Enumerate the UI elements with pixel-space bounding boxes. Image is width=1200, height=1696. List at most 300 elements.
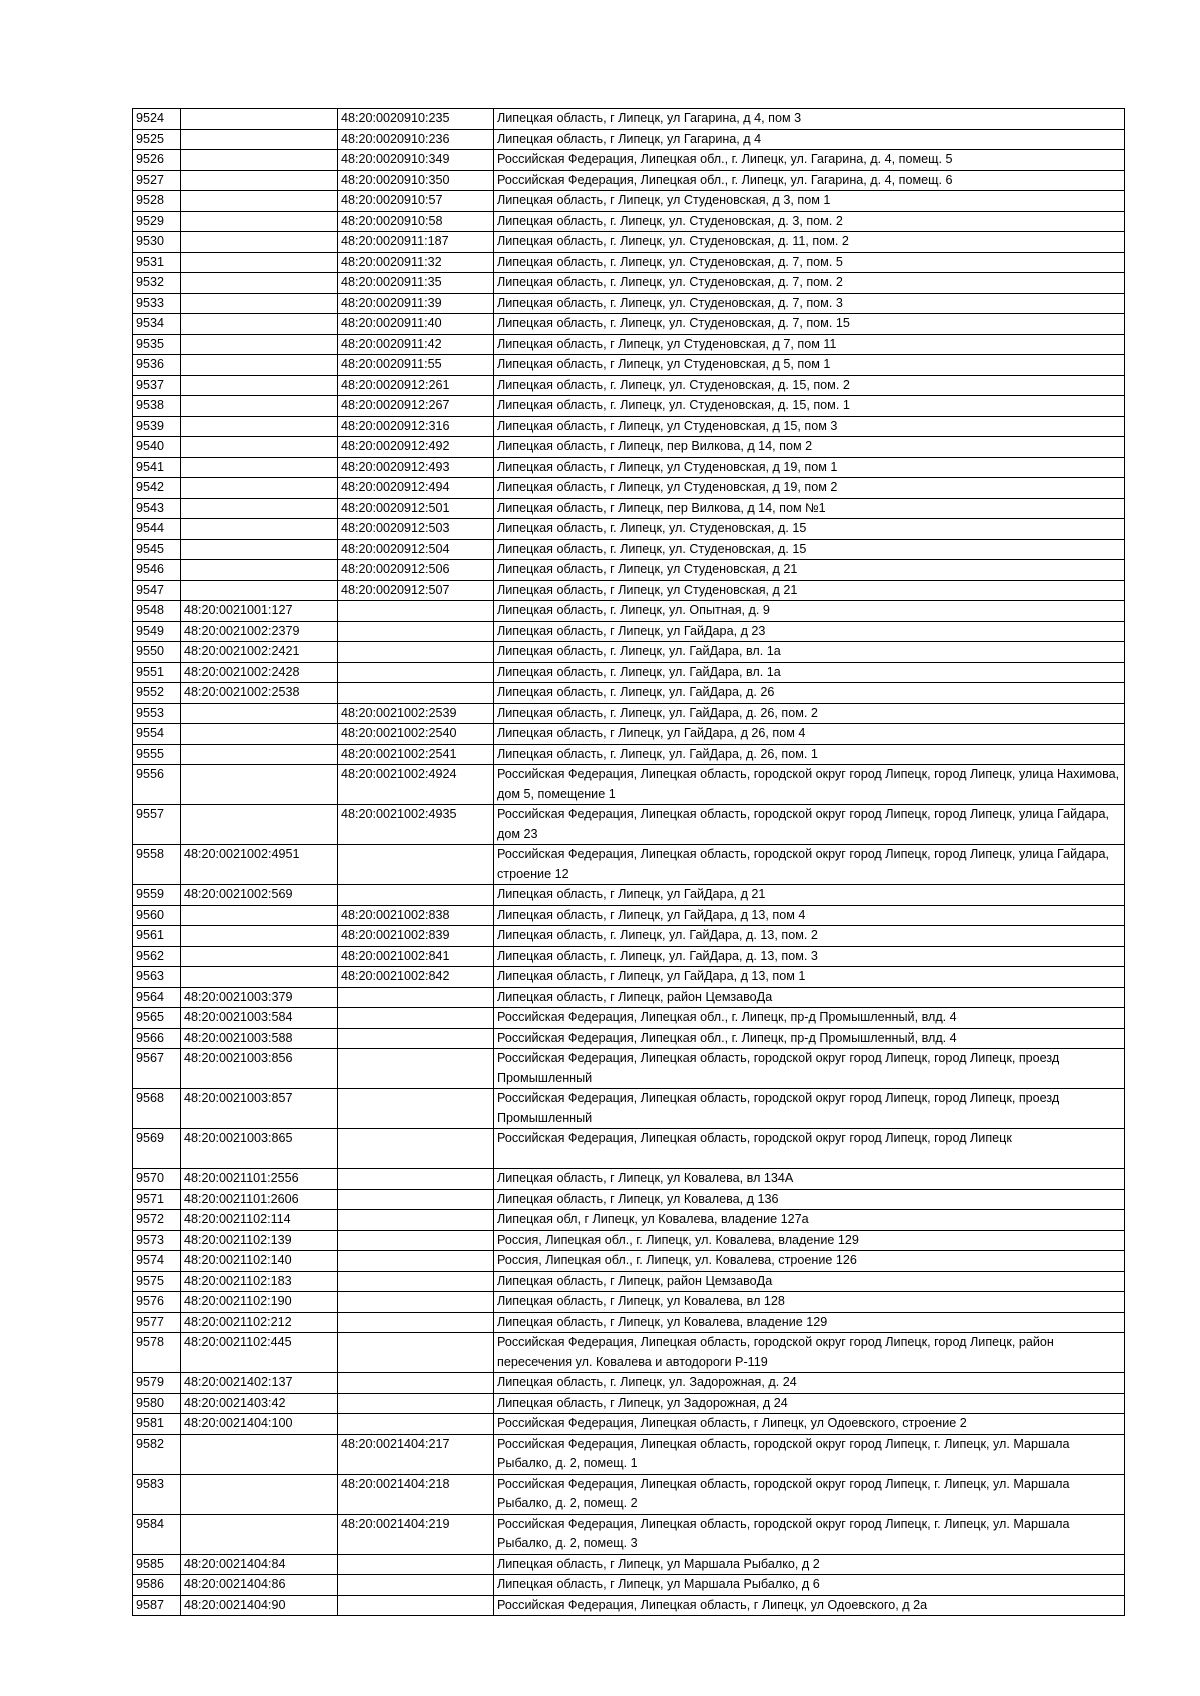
object-cadastral-number-cell bbox=[338, 683, 494, 704]
object-cadastral-number-cell: 48:20:0020912:504 bbox=[338, 539, 494, 560]
row-number-cell: 9528 bbox=[133, 191, 181, 212]
table-row bbox=[133, 1210, 1125, 1231]
address-cell: Липецкая область, г. Липецк, ул. ГайДара, д. 26, пом. 1 bbox=[494, 744, 1125, 765]
row-number-cell: 9549 bbox=[133, 621, 181, 642]
land-cadastral-number-cell bbox=[181, 905, 338, 926]
land-cadastral-number-cell bbox=[181, 334, 338, 355]
table-row bbox=[133, 539, 1125, 560]
object-cadastral-number-cell: 48:20:0021002:841 bbox=[338, 946, 494, 967]
object-cadastral-number-cell: 48:20:0021002:839 bbox=[338, 926, 494, 947]
object-cadastral-number-cell: 48:20:0020910:57 bbox=[338, 191, 494, 212]
land-cadastral-number-cell bbox=[181, 273, 338, 294]
row-number-cell: 9532 bbox=[133, 273, 181, 294]
address-cell: Липецкая область, г Липецк, ул Студеновская, д 3, пом 1 bbox=[494, 191, 1125, 212]
table-row bbox=[133, 498, 1125, 519]
address-cell: Липецкая область, г. Липецк, ул. ГайДара, д. 13, пом. 3 bbox=[494, 946, 1125, 967]
land-cadastral-number-cell: 48:20:0021102:140 bbox=[181, 1251, 338, 1272]
table-row bbox=[133, 845, 1125, 885]
table-row bbox=[133, 765, 1125, 805]
row-number-cell: 9531 bbox=[133, 252, 181, 273]
address-cell: Липецкая область, г Липецк, пер Вилкова, д 14, пом 2 bbox=[494, 437, 1125, 458]
object-cadastral-number-cell: 48:20:0020912:261 bbox=[338, 375, 494, 396]
address-cell: Российская Федерация, Липецкая область, городской округ город Липецк, г. Липецк, ул. Маршала Рыбалко, д. 2, помещ. 3 bbox=[494, 1514, 1125, 1554]
row-number-cell: 9525 bbox=[133, 129, 181, 150]
row-number-cell: 9547 bbox=[133, 580, 181, 601]
row-number-cell: 9582 bbox=[133, 1434, 181, 1474]
land-cadastral-number-cell bbox=[181, 744, 338, 765]
address-cell: Липецкая область, г. Липецк, ул. Студеновская, д. 7, пом. 5 bbox=[494, 252, 1125, 273]
address-cell: Липецкая область, г Липецк, ул Ковалева, д 136 bbox=[494, 1189, 1125, 1210]
table-row bbox=[133, 1169, 1125, 1190]
table-row bbox=[133, 1089, 1125, 1129]
land-cadastral-number-cell bbox=[181, 498, 338, 519]
address-cell: Липецкая область, г. Липецк, ул. Студеновская, д. 15 bbox=[494, 519, 1125, 540]
object-cadastral-number-cell: 48:20:0021002:2539 bbox=[338, 703, 494, 724]
land-cadastral-number-cell bbox=[181, 293, 338, 314]
object-cadastral-number-cell: 48:20:0020911:35 bbox=[338, 273, 494, 294]
table-row bbox=[133, 457, 1125, 478]
table-row bbox=[133, 967, 1125, 988]
table-row bbox=[133, 683, 1125, 704]
object-cadastral-number-cell: 48:20:0020910:349 bbox=[338, 150, 494, 171]
object-cadastral-number-cell: 48:20:0020910:350 bbox=[338, 170, 494, 191]
row-number-cell: 9587 bbox=[133, 1595, 181, 1616]
address-cell: Российская Федерация, Липецкая область, городской округ город Липецк, город Липецк, проезд Промышленный bbox=[494, 1089, 1125, 1129]
table-row bbox=[133, 129, 1125, 150]
object-cadastral-number-cell bbox=[338, 1169, 494, 1190]
address-cell: Липецкая область, г. Липецк, ул. ГайДара, вл. 1а bbox=[494, 662, 1125, 683]
row-number-cell: 9548 bbox=[133, 601, 181, 622]
land-cadastral-number-cell bbox=[181, 765, 338, 805]
address-cell: Липецкая область, г Липецк, ул ГайДара, д 13, пом 4 bbox=[494, 905, 1125, 926]
land-cadastral-number-cell bbox=[181, 129, 338, 150]
row-number-cell: 9529 bbox=[133, 211, 181, 232]
land-cadastral-number-cell: 48:20:0021101:2556 bbox=[181, 1169, 338, 1190]
row-number-cell: 9545 bbox=[133, 539, 181, 560]
table-row bbox=[133, 987, 1125, 1008]
land-cadastral-number-cell bbox=[181, 232, 338, 253]
row-number-cell: 9556 bbox=[133, 765, 181, 805]
object-cadastral-number-cell bbox=[338, 1393, 494, 1414]
land-cadastral-number-cell bbox=[181, 396, 338, 417]
object-cadastral-number-cell bbox=[338, 1333, 494, 1373]
row-number-cell: 9538 bbox=[133, 396, 181, 417]
row-number-cell: 9560 bbox=[133, 905, 181, 926]
table-row bbox=[133, 252, 1125, 273]
land-cadastral-number-cell bbox=[181, 519, 338, 540]
land-cadastral-number-cell bbox=[181, 478, 338, 499]
land-cadastral-number-cell: 48:20:0021003:379 bbox=[181, 987, 338, 1008]
table-row bbox=[133, 334, 1125, 355]
row-number-cell: 9577 bbox=[133, 1312, 181, 1333]
object-cadastral-number-cell: 48:20:0020912:506 bbox=[338, 560, 494, 581]
address-cell: Россия, Липецкая обл., г. Липецк, ул. Ковалева, владение 129 bbox=[494, 1230, 1125, 1251]
address-cell: Липецкая область, г Липецк, ул Студеновская, д 19, пом 1 bbox=[494, 457, 1125, 478]
object-cadastral-number-cell: 48:20:0020910:236 bbox=[338, 129, 494, 150]
row-number-cell: 9586 bbox=[133, 1575, 181, 1596]
row-number-cell: 9550 bbox=[133, 642, 181, 663]
address-cell: Липецкая область, г. Липецк, ул. Студеновская, д. 15 bbox=[494, 539, 1125, 560]
address-cell: Российская Федерация, Липецкая область, г Липецк, ул Одоевского, строение 2 bbox=[494, 1414, 1125, 1435]
table-row bbox=[133, 724, 1125, 745]
address-cell: Российская Федерация, Липецкая область, городской округ город Липецк, город Липецк, проезд Промышленный bbox=[494, 1049, 1125, 1089]
table-row bbox=[133, 703, 1125, 724]
object-cadastral-number-cell bbox=[338, 1210, 494, 1231]
address-cell: Липецкая область, г Липецк, ул Студеновская, д 15, пом 3 bbox=[494, 416, 1125, 437]
address-cell: Российская Федерация, Липецкая область, городской округ город Липецк, город Липецк, улица Гайдара, строение 12 bbox=[494, 845, 1125, 885]
row-number-cell: 9561 bbox=[133, 926, 181, 947]
row-number-cell: 9583 bbox=[133, 1474, 181, 1514]
table-row bbox=[133, 1373, 1125, 1394]
table-row bbox=[133, 1514, 1125, 1554]
object-cadastral-number-cell bbox=[338, 885, 494, 906]
address-cell: Липецкая область, г Липецк, ул ГайДара, д 23 bbox=[494, 621, 1125, 642]
land-cadastral-number-cell bbox=[181, 703, 338, 724]
land-cadastral-number-cell: 48:20:0021003:588 bbox=[181, 1028, 338, 1049]
address-cell: Липецкая область, г. Липецк, ул. Студеновская, д. 15, пом. 1 bbox=[494, 396, 1125, 417]
object-cadastral-number-cell bbox=[338, 1028, 494, 1049]
table-row bbox=[133, 1474, 1125, 1514]
object-cadastral-number-cell: 48:20:0020911:187 bbox=[338, 232, 494, 253]
object-cadastral-number-cell: 48:20:0021404:219 bbox=[338, 1514, 494, 1554]
land-cadastral-number-cell bbox=[181, 1514, 338, 1554]
land-cadastral-number-cell: 48:20:0021002:2538 bbox=[181, 683, 338, 704]
address-cell: Липецкая область, г Липецк, ул Студеновская, д 21 bbox=[494, 580, 1125, 601]
land-cadastral-number-cell: 48:20:0021402:137 bbox=[181, 1373, 338, 1394]
row-number-cell: 9570 bbox=[133, 1169, 181, 1190]
address-cell: Липецкая область, г Липецк, район ЦемзавоДа bbox=[494, 987, 1125, 1008]
address-cell: Липецкая область, г Липецк, пер Вилкова, д 14, пом №1 bbox=[494, 498, 1125, 519]
land-cadastral-number-cell bbox=[181, 539, 338, 560]
row-number-cell: 9544 bbox=[133, 519, 181, 540]
row-number-cell: 9527 bbox=[133, 170, 181, 191]
row-number-cell: 9563 bbox=[133, 967, 181, 988]
table-row bbox=[133, 580, 1125, 601]
object-cadastral-number-cell: 48:20:0021404:217 bbox=[338, 1434, 494, 1474]
row-number-cell: 9557 bbox=[133, 805, 181, 845]
row-number-cell: 9533 bbox=[133, 293, 181, 314]
table-row bbox=[133, 662, 1125, 683]
table-row bbox=[133, 905, 1125, 926]
table-row bbox=[133, 1189, 1125, 1210]
land-cadastral-number-cell: 48:20:0021003:856 bbox=[181, 1049, 338, 1089]
address-cell: Липецкая область, г Липецк, ул ГайДара, д 21 bbox=[494, 885, 1125, 906]
table-row bbox=[133, 1251, 1125, 1272]
address-cell: Липецкая обл, г Липецк, ул Ковалева, владение 127а bbox=[494, 1210, 1125, 1231]
object-cadastral-number-cell bbox=[338, 1251, 494, 1272]
land-cadastral-number-cell: 48:20:0021002:569 bbox=[181, 885, 338, 906]
row-number-cell: 9566 bbox=[133, 1028, 181, 1049]
object-cadastral-number-cell: 48:20:0021404:218 bbox=[338, 1474, 494, 1514]
row-number-cell: 9573 bbox=[133, 1230, 181, 1251]
row-number-cell: 9579 bbox=[133, 1373, 181, 1394]
land-cadastral-number-cell bbox=[181, 314, 338, 335]
address-cell: Российская Федерация, Липецкая область, городской округ город Липецк, г. Липецк, ул. Маршала Рыбалко, д. 2, помещ. 2 bbox=[494, 1474, 1125, 1514]
object-cadastral-number-cell bbox=[338, 1271, 494, 1292]
table-row bbox=[133, 744, 1125, 765]
object-cadastral-number-cell: 48:20:0020912:492 bbox=[338, 437, 494, 458]
address-cell: Российская Федерация, Липецкая обл., г. Липецк, пр-д Промышленный, влд. 4 bbox=[494, 1008, 1125, 1029]
address-cell: Липецкая область, г. Липецк, ул. ГайДара, д. 13, пом. 2 bbox=[494, 926, 1125, 947]
land-cadastral-number-cell: 48:20:0021003:584 bbox=[181, 1008, 338, 1029]
object-cadastral-number-cell: 48:20:0020910:235 bbox=[338, 109, 494, 130]
object-cadastral-number-cell: 48:20:0020911:42 bbox=[338, 334, 494, 355]
land-cadastral-number-cell: 48:20:0021003:865 bbox=[181, 1129, 338, 1169]
row-number-cell: 9526 bbox=[133, 150, 181, 171]
address-cell: Липецкая область, г Липецк, район ЦемзавоДа bbox=[494, 1271, 1125, 1292]
land-cadastral-number-cell bbox=[181, 355, 338, 376]
table-row bbox=[133, 170, 1125, 191]
land-cadastral-number-cell: 48:20:0021003:857 bbox=[181, 1089, 338, 1129]
address-cell: Липецкая область, г Липецк, ул Маршала Рыбалко, д 2 bbox=[494, 1554, 1125, 1575]
row-number-cell: 9524 bbox=[133, 109, 181, 130]
object-cadastral-number-cell: 48:20:0020912:503 bbox=[338, 519, 494, 540]
land-cadastral-number-cell bbox=[181, 946, 338, 967]
land-cadastral-number-cell bbox=[181, 724, 338, 745]
table-row bbox=[133, 926, 1125, 947]
object-cadastral-number-cell bbox=[338, 662, 494, 683]
land-cadastral-number-cell bbox=[181, 252, 338, 273]
land-cadastral-number-cell: 48:20:0021102:114 bbox=[181, 1210, 338, 1231]
object-cadastral-number-cell: 48:20:0020911:55 bbox=[338, 355, 494, 376]
table-row bbox=[133, 109, 1125, 130]
address-cell: Липецкая область, г. Липецк, ул. Студеновская, д. 11, пом. 2 bbox=[494, 232, 1125, 253]
row-number-cell: 9540 bbox=[133, 437, 181, 458]
object-cadastral-number-cell: 48:20:0020911:32 bbox=[338, 252, 494, 273]
object-cadastral-number-cell: 48:20:0020911:39 bbox=[338, 293, 494, 314]
table-row bbox=[133, 1292, 1125, 1313]
table-row bbox=[133, 1049, 1125, 1089]
address-cell: Российская Федерация, Липецкая область, городской округ город Липецк, город Липецк, улица Нахимова, дом 5, помещение 1 bbox=[494, 765, 1125, 805]
object-cadastral-number-cell bbox=[338, 642, 494, 663]
land-cadastral-number-cell: 48:20:0021404:86 bbox=[181, 1575, 338, 1596]
land-cadastral-number-cell bbox=[181, 457, 338, 478]
table-row bbox=[133, 232, 1125, 253]
object-cadastral-number-cell bbox=[338, 1129, 494, 1169]
object-cadastral-number-cell bbox=[338, 1312, 494, 1333]
object-cadastral-number-cell: 48:20:0020912:507 bbox=[338, 580, 494, 601]
table-row bbox=[133, 1271, 1125, 1292]
object-cadastral-number-cell bbox=[338, 1089, 494, 1129]
address-cell: Липецкая область, г. Липецк, ул. Опытная, д. 9 bbox=[494, 601, 1125, 622]
object-cadastral-number-cell bbox=[338, 845, 494, 885]
address-cell: Липецкая область, г. Липецк, ул. Студеновская, д. 15, пом. 2 bbox=[494, 375, 1125, 396]
table-row bbox=[133, 1028, 1125, 1049]
row-number-cell: 9551 bbox=[133, 662, 181, 683]
address-cell: Российская Федерация, Липецкая обл., г. Липецк, ул. Гагарина, д. 4, помещ. 6 bbox=[494, 170, 1125, 191]
row-number-cell: 9542 bbox=[133, 478, 181, 499]
table-row bbox=[133, 642, 1125, 663]
address-cell: Липецкая область, г Липецк, ул Студеновская, д 5, пом 1 bbox=[494, 355, 1125, 376]
row-number-cell: 9578 bbox=[133, 1333, 181, 1373]
address-cell: Липецкая область, г Липецк, ул ГайДара, д 13, пом 1 bbox=[494, 967, 1125, 988]
table-row bbox=[133, 519, 1125, 540]
address-cell: Липецкая область, г Липецк, ул Гагарина, д 4 bbox=[494, 129, 1125, 150]
row-number-cell: 9571 bbox=[133, 1189, 181, 1210]
land-cadastral-number-cell bbox=[181, 580, 338, 601]
table-row bbox=[133, 211, 1125, 232]
object-cadastral-number-cell: 48:20:0021002:842 bbox=[338, 967, 494, 988]
row-number-cell: 9539 bbox=[133, 416, 181, 437]
row-number-cell: 9552 bbox=[133, 683, 181, 704]
row-number-cell: 9546 bbox=[133, 560, 181, 581]
land-cadastral-number-cell bbox=[181, 805, 338, 845]
land-cadastral-number-cell: 48:20:0021002:4951 bbox=[181, 845, 338, 885]
row-number-cell: 9562 bbox=[133, 946, 181, 967]
address-cell: Российская Федерация, Липецкая обл., г. Липецк, ул. Гагарина, д. 4, помещ. 5 bbox=[494, 150, 1125, 171]
address-cell: Российская Федерация, Липецкая область, городской округ город Липецк, город Липецк, район пересечения ул. Ковалева и автодороги Р-119 bbox=[494, 1333, 1125, 1373]
land-cadastral-number-cell: 48:20:0021404:100 bbox=[181, 1414, 338, 1435]
land-cadastral-number-cell: 48:20:0021102:139 bbox=[181, 1230, 338, 1251]
address-cell: Российская Федерация, Липецкая обл., г. Липецк, пр-д Промышленный, влд. 4 bbox=[494, 1028, 1125, 1049]
table-row bbox=[133, 396, 1125, 417]
row-number-cell: 9553 bbox=[133, 703, 181, 724]
land-cadastral-number-cell bbox=[181, 211, 338, 232]
row-number-cell: 9585 bbox=[133, 1554, 181, 1575]
address-cell: Липецкая область, г Липецк, ул Ковалева, вл 134А bbox=[494, 1169, 1125, 1190]
address-cell: Липецкая область, г Липецк, ул Студеновская, д 7, пом 11 bbox=[494, 334, 1125, 355]
object-cadastral-number-cell: 48:20:0020912:493 bbox=[338, 457, 494, 478]
land-cadastral-number-cell: 48:20:0021404:84 bbox=[181, 1554, 338, 1575]
table-row bbox=[133, 437, 1125, 458]
object-cadastral-number-cell bbox=[338, 601, 494, 622]
land-cadastral-number-cell: 48:20:0021404:90 bbox=[181, 1595, 338, 1616]
land-cadastral-number-cell bbox=[181, 170, 338, 191]
row-number-cell: 9576 bbox=[133, 1292, 181, 1313]
object-cadastral-number-cell bbox=[338, 1595, 494, 1616]
row-number-cell: 9569 bbox=[133, 1129, 181, 1169]
land-cadastral-number-cell bbox=[181, 1474, 338, 1514]
table-row bbox=[133, 560, 1125, 581]
land-cadastral-number-cell bbox=[181, 560, 338, 581]
land-cadastral-number-cell bbox=[181, 1434, 338, 1474]
row-number-cell: 9536 bbox=[133, 355, 181, 376]
address-cell: Липецкая область, г. Липецк, ул. Задорожная, д. 24 bbox=[494, 1373, 1125, 1394]
object-cadastral-number-cell bbox=[338, 1189, 494, 1210]
table-row bbox=[133, 621, 1125, 642]
address-cell: Липецкая область, г Липецк, ул Ковалева, владение 129 bbox=[494, 1312, 1125, 1333]
land-cadastral-number-cell: 48:20:0021002:2421 bbox=[181, 642, 338, 663]
table-row bbox=[133, 314, 1125, 335]
object-cadastral-number-cell bbox=[338, 987, 494, 1008]
address-cell: Липецкая область, г Липецк, ул ГайДара, д 26, пом 4 bbox=[494, 724, 1125, 745]
object-cadastral-number-cell bbox=[338, 621, 494, 642]
address-cell: Липецкая область, г. Липецк, ул. Студеновская, д. 3, пом. 2 bbox=[494, 211, 1125, 232]
object-cadastral-number-cell bbox=[338, 1230, 494, 1251]
object-cadastral-number-cell: 48:20:0021002:2541 bbox=[338, 744, 494, 765]
row-number-cell: 9572 bbox=[133, 1210, 181, 1231]
table-row bbox=[133, 293, 1125, 314]
land-cadastral-number-cell: 48:20:0021102:212 bbox=[181, 1312, 338, 1333]
table-row bbox=[133, 416, 1125, 437]
object-cadastral-number-cell bbox=[338, 1373, 494, 1394]
object-cadastral-number-cell bbox=[338, 1575, 494, 1596]
row-number-cell: 9567 bbox=[133, 1049, 181, 1089]
land-cadastral-number-cell: 48:20:0021101:2606 bbox=[181, 1189, 338, 1210]
row-number-cell: 9530 bbox=[133, 232, 181, 253]
table-row bbox=[133, 1393, 1125, 1414]
address-cell: Липецкая область, г. Липецк, ул. ГайДара, д. 26, пом. 2 bbox=[494, 703, 1125, 724]
table-row bbox=[133, 355, 1125, 376]
object-cadastral-number-cell: 48:20:0020912:316 bbox=[338, 416, 494, 437]
cadastral-table bbox=[132, 108, 1125, 1616]
address-cell: Липецкая область, г Липецк, ул Задорожная, д 24 bbox=[494, 1393, 1125, 1414]
table-row bbox=[133, 273, 1125, 294]
object-cadastral-number-cell: 48:20:0020912:267 bbox=[338, 396, 494, 417]
address-cell: Липецкая область, г Липецк, ул Ковалева, вл 128 bbox=[494, 1292, 1125, 1313]
row-number-cell: 9555 bbox=[133, 744, 181, 765]
cadastral-table-body bbox=[133, 109, 1125, 1616]
address-cell: Липецкая область, г. Липецк, ул. ГайДара, вл. 1а bbox=[494, 642, 1125, 663]
row-number-cell: 9581 bbox=[133, 1414, 181, 1435]
address-cell: Российская Федерация, Липецкая область, городской округ город Липецк, г. Липецк, ул. Маршала Рыбалко, д. 2, помещ. 1 bbox=[494, 1434, 1125, 1474]
address-cell: Россия, Липецкая обл., г. Липецк, ул. Ковалева, строение 126 bbox=[494, 1251, 1125, 1272]
address-cell: Липецкая область, г. Липецк, ул. Студеновская, д. 7, пом. 15 bbox=[494, 314, 1125, 335]
address-cell: Российская Федерация, Липецкая область, городской округ город Липецк, город Липецк, улица Гайдара, дом 23 bbox=[494, 805, 1125, 845]
object-cadastral-number-cell: 48:20:0021002:4935 bbox=[338, 805, 494, 845]
object-cadastral-number-cell: 48:20:0020911:40 bbox=[338, 314, 494, 335]
row-number-cell: 9554 bbox=[133, 724, 181, 745]
land-cadastral-number-cell bbox=[181, 416, 338, 437]
land-cadastral-number-cell: 48:20:0021002:2428 bbox=[181, 662, 338, 683]
row-number-cell: 9574 bbox=[133, 1251, 181, 1272]
table-row bbox=[133, 1008, 1125, 1029]
row-number-cell: 9575 bbox=[133, 1271, 181, 1292]
object-cadastral-number-cell: 48:20:0020912:494 bbox=[338, 478, 494, 499]
object-cadastral-number-cell bbox=[338, 1554, 494, 1575]
table-row bbox=[133, 1129, 1125, 1169]
address-cell: Липецкая область, г Липецк, ул Студеновская, д 19, пом 2 bbox=[494, 478, 1125, 499]
object-cadastral-number-cell: 48:20:0021002:4924 bbox=[338, 765, 494, 805]
address-cell: Липецкая область, г. Липецк, ул. ГайДара, д. 26 bbox=[494, 683, 1125, 704]
row-number-cell: 9568 bbox=[133, 1089, 181, 1129]
table-row bbox=[133, 805, 1125, 845]
row-number-cell: 9543 bbox=[133, 498, 181, 519]
address-cell: Липецкая область, г Липецк, ул Маршала Рыбалко, д 6 bbox=[494, 1575, 1125, 1596]
row-number-cell: 9580 bbox=[133, 1393, 181, 1414]
row-number-cell: 9541 bbox=[133, 457, 181, 478]
object-cadastral-number-cell bbox=[338, 1049, 494, 1089]
address-cell: Липецкая область, г. Липецк, ул. Студеновская, д. 7, пом. 3 bbox=[494, 293, 1125, 314]
land-cadastral-number-cell: 48:20:0021102:183 bbox=[181, 1271, 338, 1292]
land-cadastral-number-cell bbox=[181, 109, 338, 130]
address-cell: Липецкая область, г Липецк, ул Студеновская, д 21 bbox=[494, 560, 1125, 581]
row-number-cell: 9584 bbox=[133, 1514, 181, 1554]
table-row bbox=[133, 150, 1125, 171]
document-page bbox=[132, 108, 1124, 1616]
land-cadastral-number-cell bbox=[181, 967, 338, 988]
table-row bbox=[133, 946, 1125, 967]
row-number-cell: 9534 bbox=[133, 314, 181, 335]
table-row bbox=[133, 1434, 1125, 1474]
object-cadastral-number-cell: 48:20:0021002:2540 bbox=[338, 724, 494, 745]
table-row bbox=[133, 1414, 1125, 1435]
row-number-cell: 9559 bbox=[133, 885, 181, 906]
address-cell: Российская Федерация, Липецкая область, г Липецк, ул Одоевского, д 2а bbox=[494, 1595, 1125, 1616]
address-cell: Липецкая область, г Липецк, ул Гагарина, д 4, пом 3 bbox=[494, 109, 1125, 130]
table-row bbox=[133, 1230, 1125, 1251]
row-number-cell: 9564 bbox=[133, 987, 181, 1008]
object-cadastral-number-cell bbox=[338, 1292, 494, 1313]
land-cadastral-number-cell: 48:20:0021102:190 bbox=[181, 1292, 338, 1313]
row-number-cell: 9537 bbox=[133, 375, 181, 396]
land-cadastral-number-cell: 48:20:0021102:445 bbox=[181, 1333, 338, 1373]
land-cadastral-number-cell: 48:20:0021403:42 bbox=[181, 1393, 338, 1414]
table-row bbox=[133, 1575, 1125, 1596]
table-row bbox=[133, 478, 1125, 499]
object-cadastral-number-cell: 48:20:0020912:501 bbox=[338, 498, 494, 519]
object-cadastral-number-cell bbox=[338, 1414, 494, 1435]
